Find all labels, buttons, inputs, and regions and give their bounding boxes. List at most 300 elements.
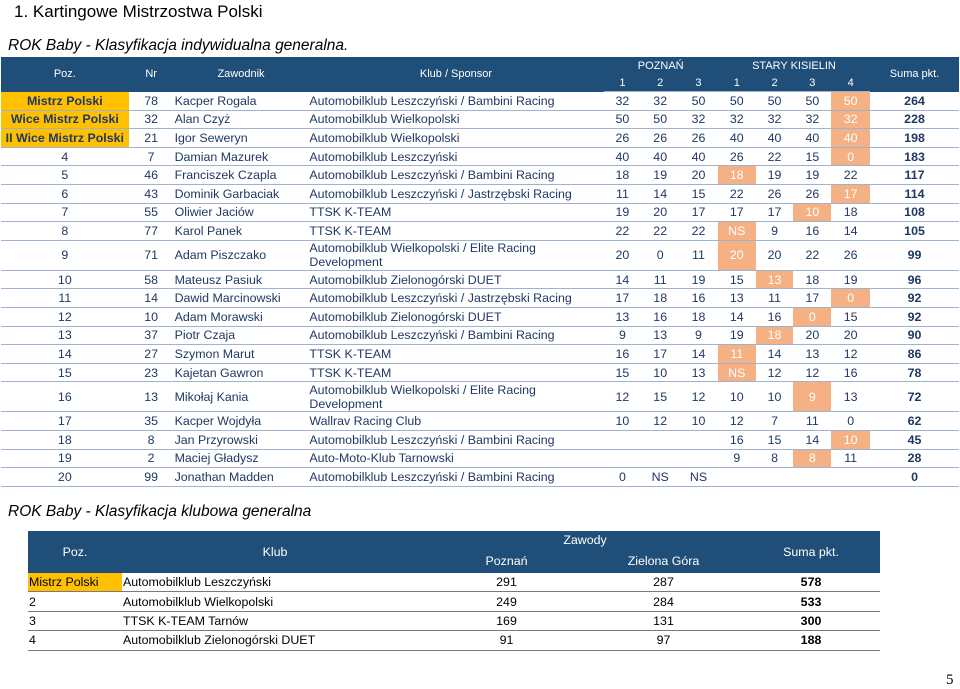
club-position-cell: 3: [29, 613, 36, 628]
club-zielona-gora-cell: 284: [653, 594, 674, 609]
round-points-cell: 15: [641, 382, 679, 412]
round-points-cell: 20: [831, 326, 870, 345]
driver-row: [1, 382, 959, 412]
round-points-cell: NS: [718, 363, 756, 382]
club-header-events: Zawody: [428, 531, 742, 549]
position-cell: 6: [1, 184, 129, 203]
round-points-cell: 13: [831, 382, 870, 412]
club-total-cell: 533: [800, 594, 822, 609]
round-points-cell: 12: [831, 345, 870, 364]
header-round: 2: [756, 74, 794, 92]
club-zielona-gora-cell: 97: [656, 633, 671, 648]
round-points-cell: 8: [756, 449, 794, 468]
position-cell: 5: [1, 166, 129, 185]
round-points-cell: 16: [604, 345, 642, 364]
driver-row: [1, 412, 959, 431]
driver-cell: Kacper Wojdyła: [174, 412, 309, 431]
driver-row: [1, 468, 959, 487]
round-points-cell: 40: [718, 129, 756, 148]
number-cell: 7: [129, 147, 174, 166]
driver-cell: Dawid Marcinowski: [174, 289, 309, 308]
round-points-cell: 40: [793, 129, 831, 148]
round-points-cell: 12: [718, 412, 756, 431]
round-points-cell: [831, 468, 870, 487]
total-points-cell: 0: [870, 468, 959, 487]
round-points-cell: 10: [756, 382, 794, 412]
club-poznan-cell: 169: [496, 613, 517, 628]
driver-cell: Adam Morawski: [174, 307, 309, 326]
round-points-cell: 17: [718, 203, 756, 222]
position-cell: 12: [1, 307, 129, 326]
club-cell: TTSK K-TEAM: [308, 222, 603, 241]
header-round: 3: [793, 74, 831, 92]
round-points-cell: 16: [718, 430, 756, 449]
driver-row: [1, 289, 959, 308]
driver-row: [1, 166, 959, 185]
round-points-cell: [641, 430, 679, 449]
round-points-cell: 18: [604, 166, 642, 185]
page-heading: 1. Kartingowe Mistrzostwa Polski: [14, 2, 263, 21]
round-points-cell: 26: [793, 184, 831, 203]
round-points-cell: 20: [718, 240, 756, 270]
round-points-cell: NS: [679, 468, 718, 487]
driver-cell: Damian Mazurek: [174, 147, 309, 166]
club-header-club: Klub: [122, 531, 428, 573]
round-points-cell: 15: [604, 363, 642, 382]
round-points-cell: 19: [641, 166, 679, 185]
club-cell: Automobilklub Wielkopolski: [308, 129, 603, 148]
driver-row: [1, 184, 959, 203]
round-points-cell: 32: [718, 110, 756, 129]
driver-cell: Mateusz Pasiuk: [174, 270, 309, 289]
round-points-cell: 20: [679, 166, 718, 185]
round-points-cell: 0: [831, 412, 870, 431]
round-points-cell: 19: [679, 270, 718, 289]
round-points-cell: 8: [793, 449, 831, 468]
number-cell: 23: [129, 363, 174, 382]
round-points-cell: 50: [831, 92, 870, 111]
total-points-cell: 183: [870, 147, 959, 166]
round-points-cell: 15: [756, 430, 794, 449]
round-points-cell: 32: [756, 110, 794, 129]
round-points-cell: 17: [604, 289, 642, 308]
round-points-cell: 32: [793, 110, 831, 129]
round-points-cell: 17: [831, 184, 870, 203]
club-cell: Automobilklub Wielkopolski / Elite Racing Development: [308, 382, 603, 412]
driver-cell: Franciszek Czapla: [174, 166, 309, 185]
total-points-cell: 72: [870, 382, 959, 412]
driver-row: [1, 110, 959, 129]
round-points-cell: 11: [718, 345, 756, 364]
position-cell: 7: [1, 203, 129, 222]
round-points-cell: 14: [641, 184, 679, 203]
position-cell: 14: [1, 345, 129, 364]
position-cell: Wice Mistrz Polski: [1, 110, 129, 129]
round-points-cell: 50: [718, 92, 756, 111]
round-points-cell: 22: [641, 222, 679, 241]
header-event-poznan: POZNAŃ: [604, 57, 718, 74]
round-points-cell: 0: [831, 289, 870, 308]
club-name-cell: TTSK K-TEAM Tarnów: [123, 613, 249, 628]
club-classification-table: [28, 531, 880, 651]
individual-title: ROK Baby - Klasyfikacja indywidualna generalna.: [8, 37, 349, 54]
round-points-cell: 19: [604, 203, 642, 222]
driver-row: [1, 307, 959, 326]
round-points-cell: 22: [756, 147, 794, 166]
round-points-cell: 14: [793, 430, 831, 449]
round-points-cell: 20: [793, 326, 831, 345]
header-round: 1: [604, 74, 642, 92]
round-points-cell: 20: [756, 240, 794, 270]
driver-cell: Mikołaj Kania: [174, 382, 309, 412]
club-cell: Auto-Moto-Klub Tarnowski: [308, 449, 603, 468]
position-cell: II Wice Mistrz Polski: [1, 129, 129, 148]
round-points-cell: 40: [679, 147, 718, 166]
number-cell: 32: [129, 110, 174, 129]
position-cell: 17: [1, 412, 129, 431]
round-points-cell: 17: [641, 345, 679, 364]
round-points-cell: 10: [641, 363, 679, 382]
club-cell: Automobilklub Leszczyński / Bambini Racing: [308, 92, 603, 111]
total-points-cell: 264: [870, 92, 959, 111]
round-points-cell: 50: [604, 110, 642, 129]
position-cell: 13: [1, 326, 129, 345]
total-points-cell: 198: [870, 129, 959, 148]
round-points-cell: 13: [718, 289, 756, 308]
round-points-cell: 22: [831, 166, 870, 185]
round-points-cell: 50: [641, 110, 679, 129]
individual-classification-table: [1, 57, 959, 487]
round-points-cell: 18: [718, 166, 756, 185]
driver-row: [1, 203, 959, 222]
total-points-cell: 105: [870, 222, 959, 241]
round-points-cell: 32: [604, 92, 642, 111]
club-name-cell: Automobilklub Zielonogórski DUET: [123, 633, 316, 648]
club-position-cell: 4: [29, 633, 36, 648]
club-cell: Automobilklub Leszczyński / Bambini Racing: [308, 166, 603, 185]
round-points-cell: 16: [793, 222, 831, 241]
round-points-cell: 11: [756, 289, 794, 308]
number-cell: 78: [129, 92, 174, 111]
driver-cell: Piotr Czaja: [174, 326, 309, 345]
round-points-cell: 15: [679, 184, 718, 203]
position-cell: 18: [1, 430, 129, 449]
round-points-cell: 10: [604, 412, 642, 431]
round-points-cell: 14: [756, 345, 794, 364]
club-header-zielona-gora: Zielona Góra: [585, 549, 742, 573]
driver-cell: Jonathan Madden: [174, 468, 309, 487]
club-row: [28, 592, 880, 611]
number-cell: 99: [129, 468, 174, 487]
round-points-cell: 12: [604, 382, 642, 412]
header-round: 3: [679, 74, 718, 92]
club-total-cell: 300: [800, 613, 822, 628]
round-points-cell: 50: [793, 92, 831, 111]
driver-cell: Szymon Marut: [174, 345, 309, 364]
driver-row: [1, 92, 959, 111]
round-points-cell: 9: [604, 326, 642, 345]
club-total-cell: 188: [800, 633, 822, 648]
round-points-cell: 20: [641, 203, 679, 222]
round-points-cell: 40: [604, 147, 642, 166]
round-points-cell: 16: [641, 307, 679, 326]
round-points-cell: 26: [604, 129, 642, 148]
round-points-cell: 22: [793, 240, 831, 270]
club-name-cell: Automobilklub Leszczyński: [123, 575, 272, 590]
driver-row: [1, 147, 959, 166]
total-points-cell: 117: [870, 166, 959, 185]
round-points-cell: 15: [793, 147, 831, 166]
header-club: Klub / Sponsor: [308, 57, 603, 92]
number-cell: 10: [129, 307, 174, 326]
number-cell: 21: [129, 129, 174, 148]
round-points-cell: 11: [641, 270, 679, 289]
round-points-cell: 10: [793, 203, 831, 222]
round-points-cell: 17: [756, 203, 794, 222]
round-points-cell: 0: [793, 307, 831, 326]
round-points-cell: 22: [604, 222, 642, 241]
driver-cell: Dominik Garbaciak: [174, 184, 309, 203]
total-points-cell: 108: [870, 203, 959, 222]
club-cell: TTSK K-TEAM: [308, 203, 603, 222]
club-title: ROK Baby - Klasyfikacja klubowa generalna: [8, 503, 312, 520]
round-points-cell: 18: [756, 326, 794, 345]
round-points-cell: [604, 449, 642, 468]
club-row: [28, 573, 880, 592]
round-points-cell: 18: [641, 289, 679, 308]
round-points-cell: 19: [756, 166, 794, 185]
round-points-cell: 10: [679, 412, 718, 431]
position-cell: 9: [1, 240, 129, 270]
round-points-cell: 11: [793, 412, 831, 431]
total-points-cell: 90: [870, 326, 959, 345]
driver-cell: Oliwier Jaciów: [174, 203, 309, 222]
round-points-cell: 32: [641, 92, 679, 111]
round-points-cell: 11: [604, 184, 642, 203]
round-points-cell: 11: [679, 240, 718, 270]
round-points-cell: 19: [831, 270, 870, 289]
round-points-cell: 13: [793, 345, 831, 364]
number-cell: 2: [129, 449, 174, 468]
page-number: 5: [946, 672, 954, 688]
club-zielona-gora-cell: 287: [653, 575, 674, 590]
total-points-cell: 114: [870, 184, 959, 203]
club-cell: Automobilklub Leszczyński: [308, 147, 603, 166]
club-position-cell: 2: [29, 594, 36, 609]
club-cell: Automobilklub Leszczyński / Jastrzębski Racing: [308, 184, 603, 203]
round-points-cell: NS: [641, 468, 679, 487]
round-points-cell: [641, 449, 679, 468]
driver-row: [1, 363, 959, 382]
round-points-cell: 26: [679, 129, 718, 148]
round-points-cell: 13: [604, 307, 642, 326]
driver-cell: Igor Seweryn: [174, 129, 309, 148]
round-points-cell: 16: [756, 307, 794, 326]
club-header-total: Suma pkt.: [742, 531, 880, 573]
header-round: 2: [641, 74, 679, 92]
round-points-cell: 18: [831, 203, 870, 222]
position-cell: 11: [1, 289, 129, 308]
number-cell: 58: [129, 270, 174, 289]
round-points-cell: 22: [679, 222, 718, 241]
total-points-cell: 28: [870, 449, 959, 468]
round-points-cell: 10: [718, 382, 756, 412]
round-points-cell: 14: [604, 270, 642, 289]
driver-row: [1, 326, 959, 345]
driver-row: [1, 430, 959, 449]
number-cell: 27: [129, 345, 174, 364]
position-cell: 19: [1, 449, 129, 468]
round-points-cell: 7: [756, 412, 794, 431]
club-cell: Automobilklub Wielkopolski / Elite Racing Development: [308, 240, 603, 270]
round-points-cell: 9: [793, 382, 831, 412]
round-points-cell: NS: [718, 222, 756, 241]
total-points-cell: 45: [870, 430, 959, 449]
driver-cell: Karol Panek: [174, 222, 309, 241]
number-cell: 77: [129, 222, 174, 241]
round-points-cell: 15: [831, 307, 870, 326]
round-points-cell: 13: [641, 326, 679, 345]
round-points-cell: 0: [641, 240, 679, 270]
total-points-cell: 92: [870, 307, 959, 326]
round-points-cell: 9: [756, 222, 794, 241]
number-cell: 46: [129, 166, 174, 185]
round-points-cell: [679, 449, 718, 468]
header-total: Suma pkt.: [870, 57, 959, 92]
round-points-cell: 40: [756, 129, 794, 148]
club-poznan-cell: 291: [496, 575, 517, 590]
position-cell: 10: [1, 270, 129, 289]
round-points-cell: 10: [831, 430, 870, 449]
driver-row: [1, 240, 959, 270]
total-points-cell: 86: [870, 345, 959, 364]
round-points-cell: 26: [831, 240, 870, 270]
round-points-cell: 12: [756, 363, 794, 382]
round-points-cell: [679, 430, 718, 449]
position-cell: 20: [1, 468, 129, 487]
total-points-cell: 96: [870, 270, 959, 289]
round-points-cell: 40: [831, 129, 870, 148]
round-points-cell: 26: [641, 129, 679, 148]
header-round: 1: [718, 74, 756, 92]
number-cell: 14: [129, 289, 174, 308]
round-points-cell: 13: [679, 363, 718, 382]
header-driver: Zawodnik: [174, 57, 309, 92]
round-points-cell: 15: [718, 270, 756, 289]
round-points-cell: 13: [756, 270, 794, 289]
position-cell: 16: [1, 382, 129, 412]
round-points-cell: 26: [718, 147, 756, 166]
round-points-cell: 17: [793, 289, 831, 308]
round-points-cell: [793, 468, 831, 487]
club-cell: Automobilklub Leszczyński / Bambini Racing: [308, 430, 603, 449]
position-cell: Mistrz Polski: [1, 92, 129, 111]
round-points-cell: 12: [679, 382, 718, 412]
header-event-stary-kisielin: STARY KISIELIN: [718, 57, 870, 74]
club-header-pos: Poz.: [28, 531, 122, 573]
round-points-cell: 14: [831, 222, 870, 241]
driver-row: [1, 345, 959, 364]
club-cell: Automobilklub Wielkopolski: [308, 110, 603, 129]
driver-cell: Adam Piszczako: [174, 240, 309, 270]
driver-row: [1, 449, 959, 468]
club-zielona-gora-cell: 131: [653, 613, 674, 628]
position-cell: 8: [1, 222, 129, 241]
driver-cell: Alan Czyż: [174, 110, 309, 129]
total-points-cell: 78: [870, 363, 959, 382]
round-points-cell: [718, 468, 756, 487]
club-total-cell: 578: [800, 575, 822, 590]
header-round: 4: [831, 74, 870, 92]
club-cell: TTSK K-TEAM: [308, 345, 603, 364]
round-points-cell: 11: [831, 449, 870, 468]
club-cell: Automobilklub Leszczyński / Bambini Racing: [308, 326, 603, 345]
total-points-cell: 62: [870, 412, 959, 431]
number-cell: 8: [129, 430, 174, 449]
round-points-cell: 32: [679, 110, 718, 129]
driver-cell: Kacper Rogala: [174, 92, 309, 111]
driver-row: [1, 222, 959, 241]
club-cell: Automobilklub Leszczyński / Jastrzębski Racing: [308, 289, 603, 308]
round-points-cell: 14: [718, 307, 756, 326]
round-points-cell: 50: [679, 92, 718, 111]
round-points-cell: 0: [604, 468, 642, 487]
number-cell: 71: [129, 240, 174, 270]
header-pos: Poz.: [1, 57, 129, 92]
round-points-cell: [604, 430, 642, 449]
round-points-cell: 0: [831, 147, 870, 166]
round-points-cell: 9: [718, 449, 756, 468]
number-cell: 35: [129, 412, 174, 431]
driver-row: [1, 129, 959, 148]
round-points-cell: 9: [679, 326, 718, 345]
round-points-cell: [756, 468, 794, 487]
club-cell: Automobilklub Zielonogórski DUET: [308, 307, 603, 326]
round-points-cell: 50: [756, 92, 794, 111]
club-cell: Automobilklub Zielonogórski DUET: [308, 270, 603, 289]
position-cell: 15: [1, 363, 129, 382]
club-poznan-cell: 249: [496, 594, 517, 609]
round-points-cell: 12: [641, 412, 679, 431]
club-cell: Wallrav Racing Club: [308, 412, 603, 431]
driver-cell: Jan Przyrowski: [174, 430, 309, 449]
number-cell: 13: [129, 382, 174, 412]
club-cell: TTSK K-TEAM: [308, 363, 603, 382]
round-points-cell: 17: [679, 203, 718, 222]
round-points-cell: 26: [756, 184, 794, 203]
total-points-cell: 228: [870, 110, 959, 129]
round-points-cell: 18: [679, 307, 718, 326]
header-nr: Nr: [129, 57, 174, 92]
round-points-cell: 20: [604, 240, 642, 270]
round-points-cell: 19: [793, 166, 831, 185]
round-points-cell: 22: [718, 184, 756, 203]
round-points-cell: 40: [641, 147, 679, 166]
club-name-cell: Automobilklub Wielkopolski: [123, 594, 274, 609]
number-cell: 43: [129, 184, 174, 203]
club-row: [28, 611, 880, 630]
round-points-cell: 16: [679, 289, 718, 308]
round-points-cell: 18: [793, 270, 831, 289]
club-position-cell: Mistrz Polski: [28, 573, 122, 592]
total-points-cell: 99: [870, 240, 959, 270]
round-points-cell: 12: [793, 363, 831, 382]
number-cell: 37: [129, 326, 174, 345]
round-points-cell: 32: [831, 110, 870, 129]
club-poznan-cell: 91: [499, 633, 514, 648]
number-cell: 55: [129, 203, 174, 222]
club-row: [28, 631, 880, 650]
